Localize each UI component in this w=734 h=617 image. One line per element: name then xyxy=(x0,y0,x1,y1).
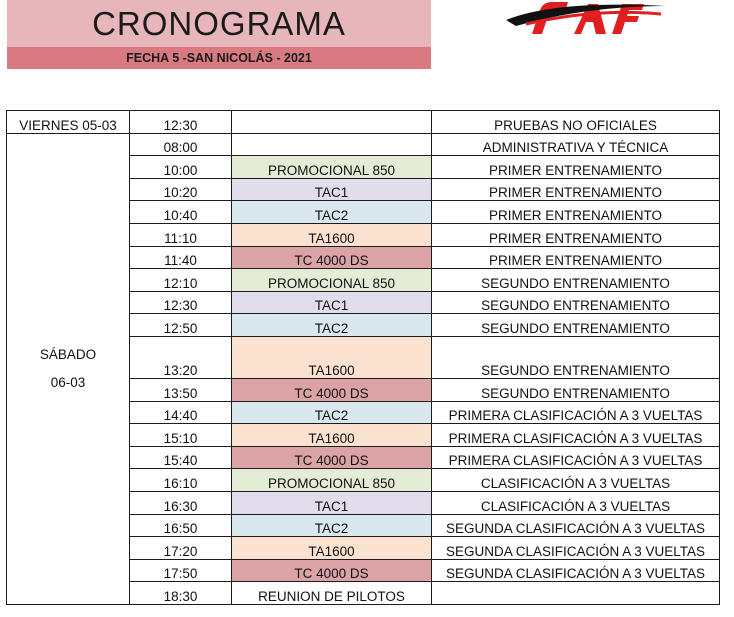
time-cell: 11:40 xyxy=(130,246,232,269)
session-cell: PRUEBAS NO OFICIALES xyxy=(432,111,720,134)
session-cell: ADMINISTRATIVA Y TÉCNICA xyxy=(432,133,720,156)
category-cell: TC 4000 DS xyxy=(232,378,432,401)
category-cell: TAC2 xyxy=(232,314,432,337)
category-cell: TA1600 xyxy=(232,336,432,378)
day-cell-viernes: VIERNES 05-03 xyxy=(7,111,130,134)
time-cell: 17:20 xyxy=(130,537,232,560)
category-cell: PROMOCIONAL 850 xyxy=(232,156,432,179)
session-cell: PRIMER ENTRENAMIENTO xyxy=(432,178,720,201)
category-cell: TAC1 xyxy=(232,178,432,201)
session-cell: PRIMERA CLASIFICACIÓN A 3 VUELTAS xyxy=(432,446,720,469)
time-cell: 08:00 xyxy=(130,133,232,156)
category-cell: TA1600 xyxy=(232,424,432,447)
category-cell: TC 4000 DS xyxy=(232,559,432,582)
time-cell: 12:30 xyxy=(130,111,232,134)
session-cell: PRIMER ENTRENAMIENTO xyxy=(432,201,720,224)
category-cell: PROMOCIONAL 850 xyxy=(232,269,432,292)
time-cell: 10:40 xyxy=(130,201,232,224)
time-cell: 12:10 xyxy=(130,269,232,292)
session-cell: SEGUNDO ENTRENAMIENTO xyxy=(432,378,720,401)
page-title: CRONOGRAMA xyxy=(92,4,346,42)
category-cell: TAC2 xyxy=(232,201,432,224)
session-cell: SEGUNDA CLASIFICACIÓN A 3 VUELTAS xyxy=(432,514,720,537)
session-cell: PRIMER ENTRENAMIENTO xyxy=(432,223,720,246)
day-cell-sabado xyxy=(7,133,130,604)
subtitle-banner xyxy=(7,47,431,69)
time-cell: 16:10 xyxy=(130,469,232,492)
category-cell: TAC1 xyxy=(232,291,432,314)
time-cell: 11:10 xyxy=(130,223,232,246)
category-cell: TAC2 xyxy=(232,401,432,424)
category-cell xyxy=(232,111,432,134)
session-cell: PRIMERA CLASIFICACIÓN A 3 VUELTAS xyxy=(432,401,720,424)
time-cell: 10:20 xyxy=(130,178,232,201)
time-cell: 12:30 xyxy=(130,291,232,314)
session-cell: CLASIFICACIÓN A 3 VUELTAS xyxy=(432,491,720,514)
session-cell: SEGUNDO ENTRENAMIENTO xyxy=(432,336,720,378)
category-cell: TA1600 xyxy=(232,223,432,246)
time-cell: 10:00 xyxy=(130,156,232,179)
time-cell: 13:20 xyxy=(130,336,232,378)
session-cell: SEGUNDA CLASIFICACIÓN A 3 VUELTAS xyxy=(432,537,720,560)
session-cell xyxy=(432,582,720,605)
category-cell: PROMOCIONAL 850 xyxy=(232,469,432,492)
session-cell: PRIMERA CLASIFICACIÓN A 3 VUELTAS xyxy=(432,424,720,447)
session-cell: SEGUNDA CLASIFICACIÓN A 3 VUELTAS xyxy=(432,559,720,582)
time-cell: 15:40 xyxy=(130,446,232,469)
category-cell xyxy=(232,133,432,156)
schedule-row xyxy=(7,133,720,156)
category-cell: TAC2 xyxy=(232,514,432,537)
session-cell: SEGUNDO ENTRENAMIENTO xyxy=(432,269,720,292)
schedule-row xyxy=(7,111,720,134)
day-date: 06-03 xyxy=(50,374,86,390)
category-cell: REUNION DE PILOTOS xyxy=(232,582,432,605)
session-cell: CLASIFICACIÓN A 3 VUELTAS xyxy=(432,469,720,492)
event-subtitle: FECHA 5 -SAN NICOLÁS - 2021 xyxy=(126,51,312,65)
session-cell: SEGUNDO ENTRENAMIENTO xyxy=(432,314,720,337)
time-cell: 16:50 xyxy=(130,514,232,537)
category-cell: TAC1 xyxy=(232,491,432,514)
caf-logo-icon xyxy=(496,0,671,34)
time-cell: 15:10 xyxy=(130,424,232,447)
time-cell: 17:50 xyxy=(130,559,232,582)
session-cell: PRIMER ENTRENAMIENTO xyxy=(432,156,720,179)
time-cell: 18:30 xyxy=(130,582,232,605)
time-cell: 16:30 xyxy=(130,491,232,514)
session-cell: SEGUNDO ENTRENAMIENTO xyxy=(432,291,720,314)
schedule-table xyxy=(6,110,720,605)
time-cell: 12:50 xyxy=(130,314,232,337)
category-cell: TC 4000 DS xyxy=(232,446,432,469)
session-cell: PRIMER ENTRENAMIENTO xyxy=(432,246,720,269)
title-banner xyxy=(7,0,431,47)
day-label: SÁBADO xyxy=(39,346,97,362)
time-cell: 14:40 xyxy=(130,401,232,424)
category-cell: TC 4000 DS xyxy=(232,246,432,269)
time-cell: 13:50 xyxy=(130,378,232,401)
category-cell: TA1600 xyxy=(232,537,432,560)
